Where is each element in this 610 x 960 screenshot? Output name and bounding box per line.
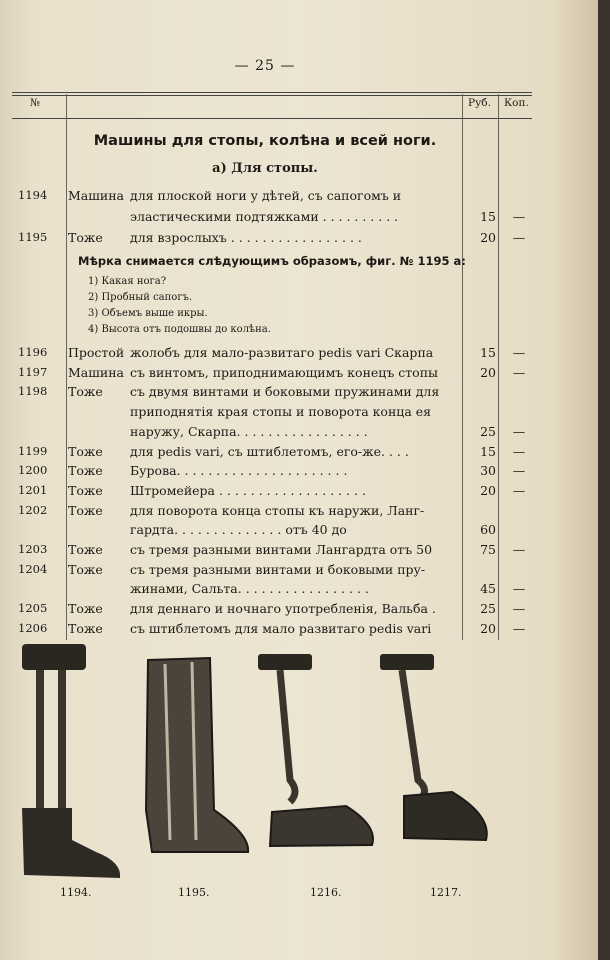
item-number: 1204	[18, 561, 48, 576]
item-number: 1197	[18, 364, 48, 379]
item-description: гардта. . . . . . . . . . . . . . отъ 40 до	[130, 522, 347, 538]
table-row	[0, 562, 598, 582]
item-lead: Тоже	[68, 601, 103, 617]
price-rub: 20	[480, 364, 496, 380]
price-rub: 20	[480, 482, 496, 498]
item-lead: Машина	[68, 364, 124, 380]
item-number: 1203	[18, 542, 48, 556]
figure-1195-high-boot	[146, 658, 248, 852]
table-row	[0, 424, 598, 444]
item-lead: Тоже	[68, 561, 103, 577]
table-row	[0, 209, 598, 229]
table-row	[0, 542, 598, 562]
table-row	[0, 384, 598, 404]
price-kop: —	[512, 581, 526, 597]
price-kop: —	[512, 482, 526, 498]
item-number: 1202	[18, 502, 48, 517]
item-lead: Тоже	[68, 502, 103, 518]
price-kop: —	[512, 463, 526, 479]
header-rule-bottom	[12, 118, 532, 119]
item-description: жолобъ для мало-развитаго pedis vari Скарпа	[130, 345, 434, 360]
item-lead: Тоже	[68, 463, 103, 479]
price-kop: —	[512, 230, 526, 245]
price-kop: —	[512, 620, 526, 636]
item-description: съ двумя винтами и боковыми пружинами для	[130, 384, 440, 400]
item-lead: Тоже	[68, 620, 103, 636]
table-row	[0, 621, 598, 641]
item-lead: Тоже	[68, 384, 103, 400]
page-number: — 25 —	[234, 58, 296, 74]
column-header-rub: Руб.	[468, 97, 491, 109]
item-number: 1196	[18, 345, 48, 359]
price-rub: 25	[480, 601, 496, 617]
table-row	[0, 601, 598, 621]
item-number: 1205	[18, 601, 48, 616]
price-rub: 25	[480, 423, 496, 439]
price-rub: 75	[480, 542, 496, 557]
table-row	[0, 503, 598, 523]
item-description: съ штиблетомъ для мало развитаго pedis vari	[130, 620, 432, 636]
caption-1217: 1217.	[430, 886, 462, 899]
table-row	[0, 444, 598, 464]
price-kop: —	[512, 542, 526, 557]
price-kop: —	[512, 443, 526, 459]
item-description: эластическими подтяжками . . . . . . . . . .	[130, 209, 399, 224]
table-row	[0, 188, 598, 208]
header-rule-top	[12, 92, 532, 93]
price-rub: 20	[480, 620, 496, 636]
item-description: Штромейера . . . . . . . . . . . . . . . . . . .	[130, 482, 366, 498]
item-number: 1194	[18, 188, 48, 202]
price-rub: 15	[480, 443, 496, 459]
table-row	[0, 365, 598, 385]
item-lead: Простой	[68, 345, 125, 360]
item-description: наружу, Скарпа. . . . . . . . . . . . . . . . .	[130, 423, 368, 439]
price-rub: 20	[480, 230, 496, 245]
item-description: жинами, Сальта. . . . . . . . . . . . . . . . .	[130, 581, 369, 597]
orthopedic-figures	[0, 640, 598, 900]
header-rule-top-2	[12, 95, 532, 96]
measure-item: 1) Какая нога?	[88, 276, 167, 287]
figure-1194-brace-with-boot	[22, 644, 120, 878]
price-kop: —	[512, 423, 526, 439]
item-number: 1201	[18, 482, 48, 497]
table-row	[0, 522, 598, 542]
item-description: приподнятія края стопы и поворота конца ея	[130, 404, 432, 420]
table-row	[0, 463, 598, 483]
item-number: 1198	[18, 384, 48, 399]
item-lead: Машина	[68, 188, 124, 203]
figure-1217-brace-with-shoe	[380, 654, 487, 840]
measure-heading: Мѣрка снимается слѣдующимъ образомъ, фиг. № 1195 а:	[78, 254, 466, 268]
item-number: 1199	[18, 443, 48, 458]
item-lead: Тоже	[68, 482, 103, 498]
price-rub: 60	[480, 522, 496, 538]
table-row	[0, 230, 598, 250]
price-rub: 15	[480, 345, 496, 360]
item-description: съ тремя разными винтами Лангардта отъ 50	[130, 542, 433, 557]
item-description: съ тремя разными винтами и боковыми пру-	[130, 561, 426, 577]
measure-item: 3) Объемъ выше икры.	[88, 308, 208, 319]
price-kop: —	[512, 209, 526, 224]
caption-1194: 1194.	[60, 886, 92, 899]
measure-item: 4) Высота отъ подошвы до колѣна.	[88, 324, 271, 335]
price-rub: 15	[480, 209, 496, 224]
item-description: для плоской ноги у дѣтей, съ сапогомъ и	[130, 188, 402, 203]
table-row	[0, 581, 598, 601]
table-row	[0, 483, 598, 503]
item-lead: Тоже	[68, 443, 103, 459]
measure-item: 2) Пробный сапогъ.	[88, 292, 193, 303]
item-number: 1206	[18, 620, 48, 635]
item-description: для поворота конца стопы къ наружи, Ланг-	[130, 502, 425, 518]
table-row	[0, 404, 598, 424]
item-description: съ винтомъ, приподнимающимъ конецъ стопы	[130, 364, 438, 380]
subsection-title: а) Для стопы.	[212, 161, 318, 176]
item-description: для деннаго и ночнаго употребленія, Вальба .	[130, 601, 436, 617]
column-header-kop: Коп.	[504, 97, 529, 109]
item-lead: Тоже	[68, 230, 103, 245]
item-description: для взрослыхъ . . . . . . . . . . . . . . . . .	[130, 230, 362, 245]
figure-1216-brace-with-sandal	[258, 654, 373, 846]
price-kop: —	[512, 364, 526, 380]
item-description: Бурова. . . . . . . . . . . . . . . . . . . . . .	[130, 463, 348, 479]
table-row	[0, 345, 598, 365]
price-rub: 45	[480, 581, 496, 597]
section-title: Машины для стопы, колѣна и всей ноги.	[93, 133, 437, 149]
item-number: 1200	[18, 463, 48, 478]
item-number: 1195	[18, 230, 48, 244]
price-kop: —	[512, 601, 526, 617]
price-rub: 30	[480, 463, 496, 479]
item-lead: Тоже	[68, 542, 103, 557]
column-header-num: №	[30, 97, 40, 109]
caption-1195: 1195.	[178, 886, 210, 899]
item-description: для pedis vari, съ штиблетомъ, его-же. . . .	[130, 443, 409, 459]
caption-1216: 1216.	[310, 886, 342, 899]
price-kop: —	[512, 345, 526, 360]
book-spine-edge	[598, 0, 610, 960]
